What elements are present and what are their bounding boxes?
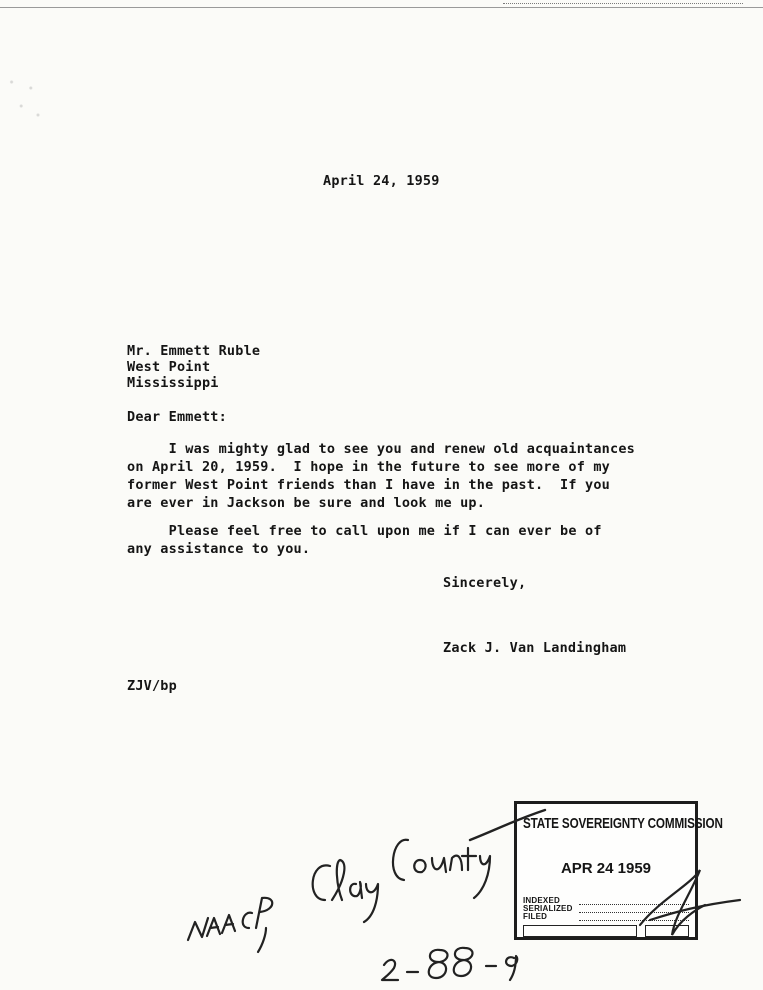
page-top-edge bbox=[0, 0, 763, 8]
stamp-box-right bbox=[645, 925, 689, 937]
stamp-date: APR 24 1959 bbox=[560, 860, 652, 877]
salutation: Dear Emmett: bbox=[127, 409, 227, 425]
body-paragraph-2: Please feel free to call upon me if I can ever be of any assistance to you. bbox=[127, 523, 602, 557]
stamp-indexed-line bbox=[579, 904, 689, 905]
stamp-filed-label: FILED bbox=[523, 912, 548, 921]
body-paragraph-1: I was mighty glad to see you and renew old acquaintances on April 20, 1959. I hope in the future to see more of my former West Point friends than I have in the past. If you are ever in Jackson be sure and look me up. bbox=[127, 441, 635, 511]
recipient-state: Mississippi bbox=[127, 375, 219, 391]
letter-date: April 24, 1959 bbox=[323, 173, 440, 189]
stamp-serialized-label: SERIALIZED bbox=[523, 904, 573, 913]
commission-stamp bbox=[514, 801, 723, 940]
signature-name: Zack J. Van Landingham bbox=[443, 640, 627, 656]
handwritten-file-number-text: 2-88-9 bbox=[380, 988, 384, 989]
page-smudge bbox=[2, 70, 50, 130]
handwritten-note-text: NAACP, Clay County bbox=[190, 985, 201, 986]
stamp-indexed-label: INDEXED bbox=[523, 896, 560, 905]
recipient-city: West Point bbox=[127, 359, 211, 375]
stamp-filed-line bbox=[579, 920, 689, 921]
stamp-title: STATE SOVEREIGNTY COMMISSION bbox=[523, 815, 723, 832]
reference-initials: ZJV/bp bbox=[127, 678, 177, 694]
handwritten-note bbox=[188, 840, 490, 952]
handwritten-file-number bbox=[382, 948, 517, 980]
stamp-serialized-line bbox=[579, 912, 689, 913]
letter-closing: Sincerely, bbox=[443, 575, 527, 591]
stamp-box-left bbox=[523, 925, 637, 937]
recipient-name: Mr. Emmett Ruble bbox=[127, 343, 261, 359]
